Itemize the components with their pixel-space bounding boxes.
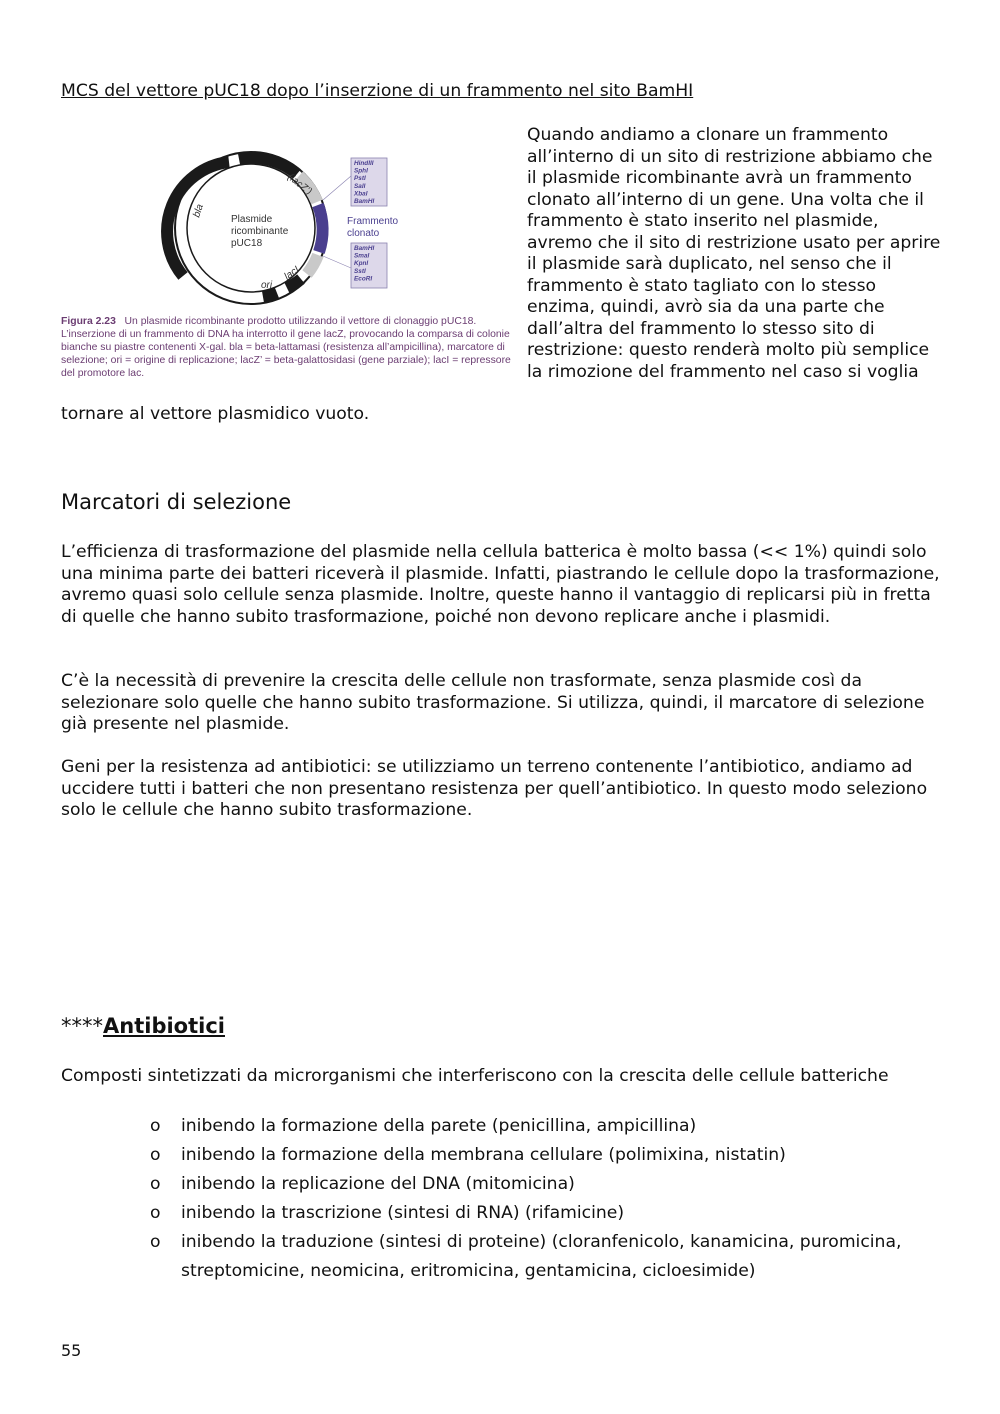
restriction-site-label: PstI [354, 175, 366, 183]
caption-figure-number: Figura 2.23 [61, 316, 116, 327]
mcs-bottom-connector [323, 256, 351, 268]
mcs-explanation-tail: tornare al vettore plasmidico vuoto. [61, 404, 370, 424]
list-item [150, 1141, 950, 1170]
bullet-marker: o [150, 1145, 161, 1165]
bla-label: bla [191, 202, 206, 219]
restriction-site-label: SphI [354, 167, 368, 175]
restriction-site-label: SmaI [354, 252, 370, 260]
bullet-marker: o [150, 1116, 161, 1136]
ori-label: ori [261, 280, 273, 291]
bullet-marker: o [150, 1232, 161, 1252]
restriction-site-label: BamHI [354, 245, 375, 252]
plasmid-label-3: pUC18 [231, 238, 263, 249]
page-number: 55 [61, 1341, 82, 1360]
laci-label: lacI [282, 264, 302, 283]
restriction-site-label: EcoRI [354, 275, 373, 283]
list-item-text: inibendo la formazione della membrana cellulare (polimixina, nistatin) [181, 1145, 786, 1165]
heading-antibiotici [61, 1014, 225, 1038]
fragment-label-1: Frammento [347, 216, 399, 227]
plasmid-diagram [61, 128, 513, 390]
restriction-site-label: XbaI [354, 190, 368, 198]
lacz-label: (lacZ’) [285, 171, 314, 198]
restriction-site-label: KpnI [354, 260, 369, 268]
plasmid-label-1: Plasmide [231, 214, 273, 225]
mcs-top-connector [323, 176, 351, 200]
list-item-text: inibendo la trascrizione (sintesi di RNA) (rifamicine) [181, 1203, 625, 1223]
section-heading-mcs: MCS del vettore pUC18 dopo l’inserzione di un frammento nel sito BamHI [61, 81, 694, 101]
restriction-site-label: SalI [354, 182, 366, 190]
heading-stars: **** [61, 1014, 103, 1038]
list-item-text: inibendo la replicazione del DNA (mitomicina) [181, 1174, 575, 1194]
paragraph-geni-resistenza: Geni per la resistenza ad antibiotici: se utilizziamo un terreno contenente l’antibiotico, andiamo ad uccidere tutti i batteri che non presentano resistenza per quell’antibiotico. In questo modo seleziono solo le cellule che hanno subito trasformazione. [61, 757, 928, 820]
cloned-fragment-segment [318, 205, 323, 252]
lacz-lower-segment [307, 255, 318, 274]
figure-caption [61, 315, 513, 390]
ori-segment [263, 293, 277, 297]
list-item [150, 1112, 950, 1141]
bullet-marker: o [150, 1174, 161, 1194]
heading-antibiotici-text: Antibiotici [103, 1014, 225, 1038]
bullet-marker: o [150, 1203, 161, 1223]
paragraph-efficienza: L’efficienza di trasformazione del plasmide nella cellula batterica è molto bassa (<< 1%) quindi solo una minima parte dei batteri riceverà il plasmide. Infatti, piastrando le cellule dopo la trasformazione, avremo quasi solo cellule senza plasmide. Inoltre, queste hanno il vantaggio di replicarsi più in fretta di quelle che hanno subito trasformazione, poiché non devono replicare anche i plasmidi. [61, 542, 940, 627]
paragraph-prevenire: C’è la necessità di prevenire la crescita delle cellule non trasformate, senza plasmide così da selezionare solo quelle che hanno subito trasformazione. Si utilizza, quindi, il marcatore di selezione già presente nel plasmide. [61, 671, 925, 734]
fragment-label-2: clonato [347, 228, 380, 239]
antibiotici-description: Composti sintetizzati da microrganismi che interferiscono con la crescita delle cellule batteriche [61, 1066, 889, 1086]
restriction-site-label: SstI [354, 267, 366, 275]
restriction-site-label: BamHI [354, 198, 375, 205]
list-item-text: inibendo la traduzione (sintesi di proteine) (cloranfenicolo, kanamicina, puromicina, streptomicine, neomicina, eritromicina, gentamicina, cicloesimide) [181, 1232, 902, 1281]
list-item [150, 1170, 950, 1199]
caption-text: Un plasmide ricombinante prodotto utilizzando il vettore di clonaggio pUC18. L’inserzione di un frammento di DNA ha interrotto il gene lacZ, provocando la comparsa di colonie bianche su piastre contenenti X-gal. bla = beta-lattamasi (resistenza all’ampicillina), marcatore di selezione; ori = origine di replicazione; lacZ’ = beta-galattosidasi (gene parziale); lacI = repressore del promotore lac. [61, 316, 511, 379]
heading-marcatori: Marcatori di selezione [61, 490, 292, 514]
antibiotici-list [150, 1112, 950, 1286]
restriction-site-label: HindIII [354, 160, 374, 167]
plasmid-figure [61, 128, 513, 390]
list-item [150, 1228, 950, 1286]
list-item [150, 1199, 950, 1228]
list-item-text: inibendo la formazione della parete (penicillina, ampicillina) [181, 1116, 697, 1136]
mcs-explanation: Quando andiamo a clonare un frammento all’interno di un sito di restrizione abbiamo che il plasmide ricombinante avrà un frammento clonato all’interno di un gene. Una volta che il frammento è stato inserito nel plasmide, avremo che il sito di restrizione usato per aprire il plasmide sarà duplicato, nel senso che il frammento è stato tagliato con lo stesso enzima, quindi, avrò sia da una parte che dall’altra del frammento lo stesso sito di restrizione: questo renderà molto più semplice la rimozione del frammento nel caso si voglia [527, 125, 941, 382]
plasmid-label-2: ricombinante [231, 226, 289, 237]
